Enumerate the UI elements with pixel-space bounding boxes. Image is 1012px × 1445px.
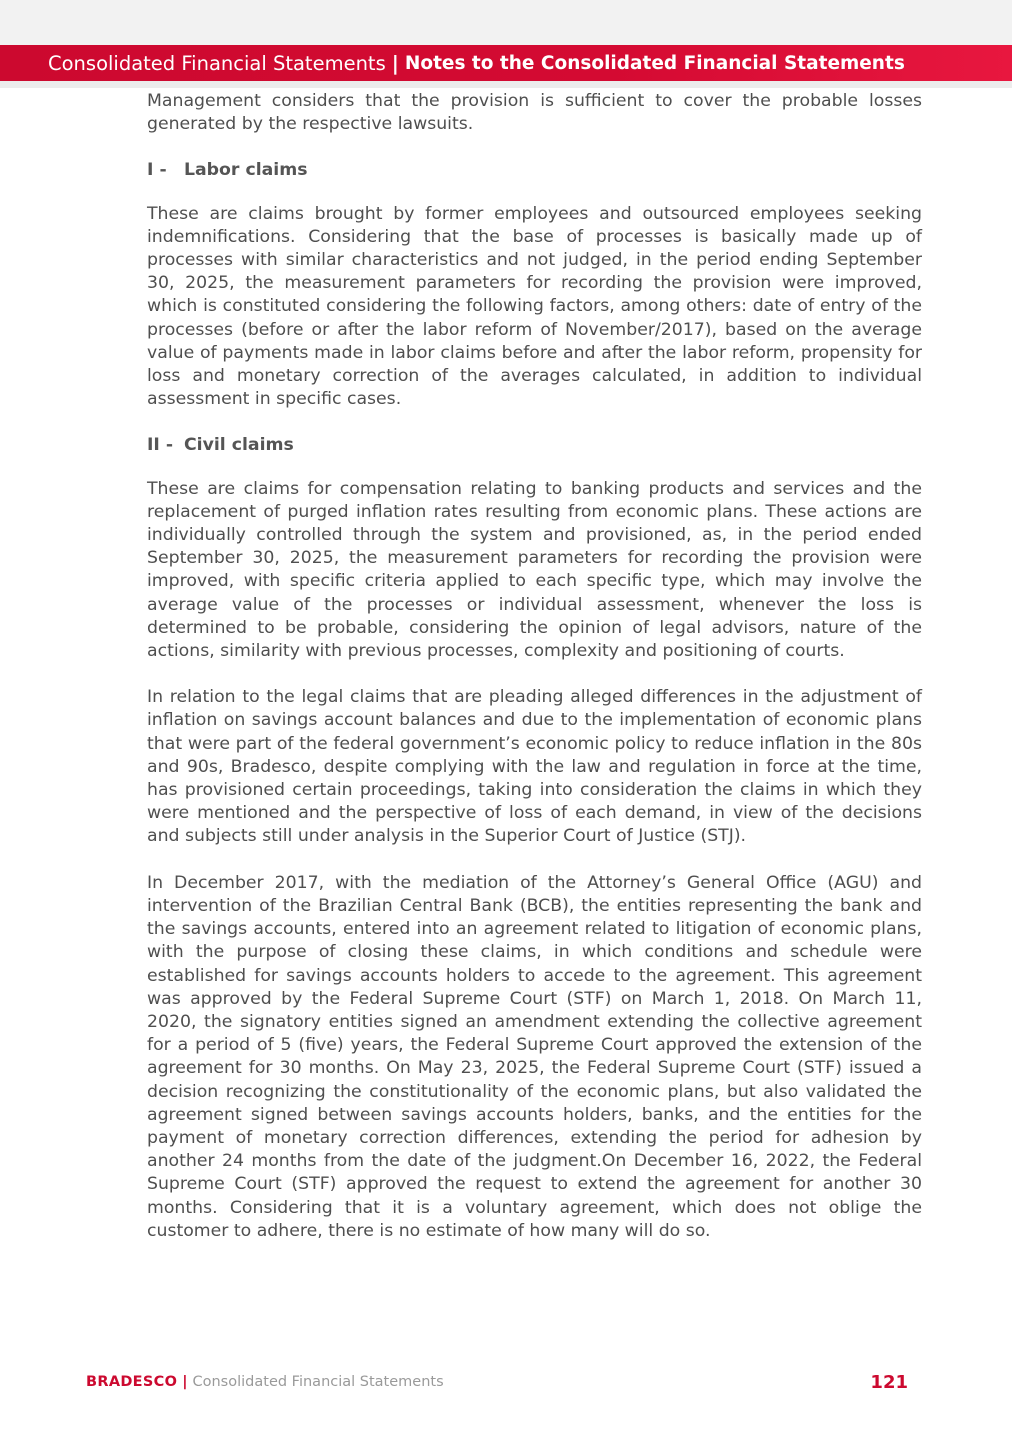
footer-brand: BRADESCO (86, 1374, 178, 1390)
top-margin-band (0, 0, 1012, 45)
header-separator: | (391, 51, 399, 75)
footer-document-title: Consolidated Financial Statements (192, 1374, 444, 1390)
civil-claims-paragraph-1: These are claims for compensation relating to banking products and services and the replacement of purged inflation rates resulting from economic plans. These actions are individually controlled through the system and provisioned, as, in the period ended September 30, 2025, the measurement parameters for recording the provision were improved, with specific criteria applied to each specific type, which may involve the average value of the processes or individual assessment, whenever the loss is determined to be probable, considering the opinion of legal advisors, nature of the actions, similarity with previous processes, complexity and positioning of courts. (147, 478, 922, 662)
page-content (147, 90, 922, 1243)
header-divider (0, 81, 1012, 88)
labor-claims-number: I - (147, 160, 167, 181)
labor-claims-heading (147, 159, 922, 182)
civil-claims-title: Civil claims (184, 435, 294, 456)
footer-separator: | (182, 1374, 188, 1390)
page-footer (86, 1371, 908, 1393)
labor-claims-paragraph: These are claims brought by former employees and outsourced employees seeking indemnifications. Considering that the base of processes is basically made up of processes with similar characteristics and not judged, in the period ending September 30, 2025, the measurement parameters for recording the provision were improved, which is constituted considering the following factors, among others: date of entry of the processes (before or after the labor reform of November/2017), based on the average value of payments made in labor claims before and after the labor reform, propensity for loss and monetary correction of the averages calculated, in addition to individual assessment in specific cases. (147, 203, 922, 410)
civil-claims-paragraph-2: In relation to the legal claims that are pleading alleged differences in the adjustment of inflation on savings account balances and due to the implementation of economic plans that were part of the federal government’s economic policy to reduce inflation in the 80s and 90s, Bradesco, despite complying with the law and regulation in force at the time, has provisioned certain proceedings, taking into consideration the claims in which they were mentioned and the perspective of loss of each demand, in view of the decisions and subjects still under analysis in the Superior Court of Justice (STJ). (147, 687, 922, 847)
intro-paragraph: Management considers that the provision is sufficient to cover the probable losses generated by the respective lawsuits. (147, 91, 922, 135)
civil-claims-paragraph-3: In December 2017, with the mediation of the Attorney’s General Office (AGU) and intervention of the Brazilian Central Bank (BCB), the entities representing the bank and the savings accounts, entered into an agreement related to litigation of economic plans, with the purpose of closing these claims, in which conditions and schedule were established for savings accounts holders to accede to the agreement. This agreement was approved by the Federal Supreme Court (STF) on March 1, 2018. On March 11, 2020, the signatory entities signed an amendment extending the collective agreement for a period of 5 (five) years, the Federal Supreme Court approved the extension of the agreement for 30 months. On May 23, 2025, the Federal Supreme Court (STF) issued a decision recognizing the constitutionality of the economic plans, but also validated the agreement signed between savings accounts holders, banks, and the entities for the payment of monetary correction differences, extending the period for adhesion by another 24 months from the date of the judgment.On December 16, 2022, the Federal Supreme Court (STF) approved the request to extend the agreement for another 30 months. Considering that it is a voluntary agreement, which does not oblige the customer to adhere, there is no estimate of how many will do so. (147, 872, 922, 1241)
header-subsection: Notes to the Consolidated Financial Statements (404, 52, 905, 74)
civil-claims-number: II - (147, 435, 174, 456)
page-number: 121 (870, 1371, 908, 1393)
civil-claims-heading (147, 434, 922, 457)
labor-claims-title: Labor claims (184, 160, 308, 181)
header-section: Consolidated Financial Statements (48, 51, 386, 75)
page-header (0, 45, 1012, 81)
